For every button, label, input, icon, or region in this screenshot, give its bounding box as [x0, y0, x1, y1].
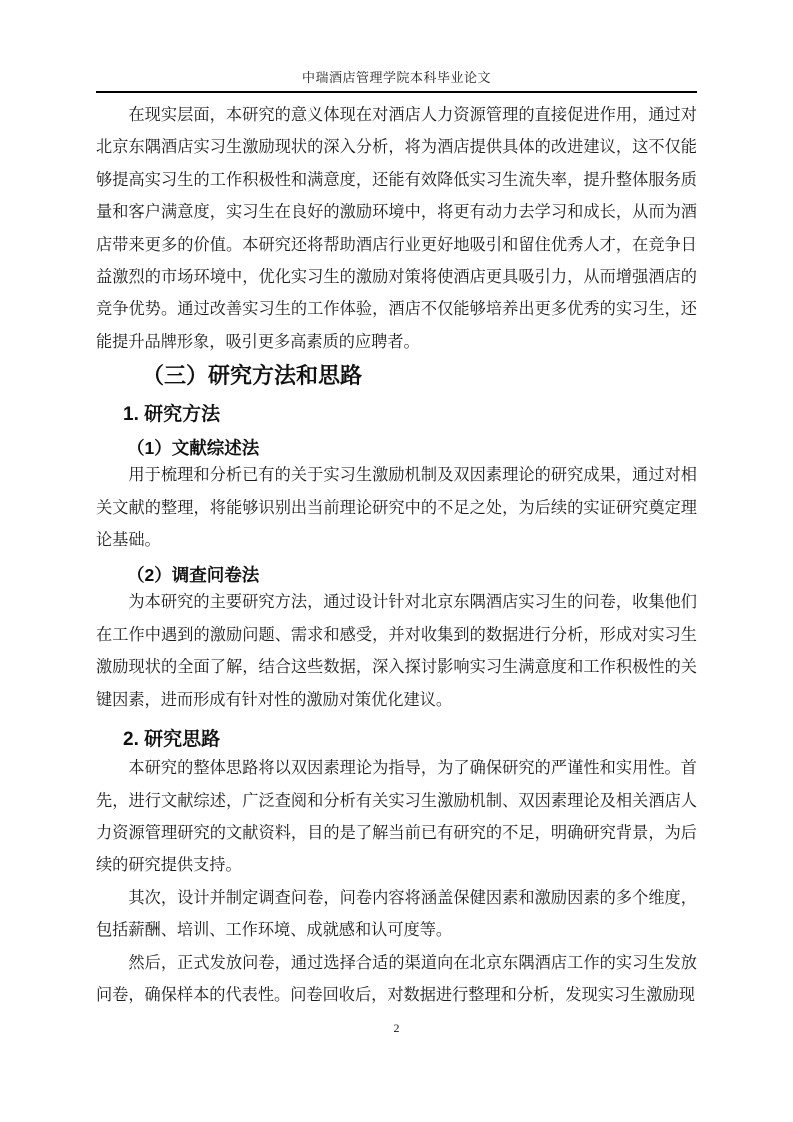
approach-paragraph-1: 本研究的整体思路将以双因素理论为指导，为了确保研究的严谨性和实用性。首先，进行文献综述，广泛查阅和分析有关实习生激励机制、双因素理论及相关酒店人力资源管理研究的文献资料，目的是了解当前已有研究的不足，明确研究背景，为后续的研究提供支持。 — [96, 759, 697, 875]
intro-paragraph: 在现实层面，本研究的意义体现在对酒店人力资源管理的直接促进作用，通过对北京东隅酒店实习生激励现状的深入分析，将为酒店提供具体的改进建议，这不仅能够提高实习生的工作积极性和满意度，还能有效降低实习生流失率，提升整体服务质量和客户满意度，实习生在良好的激励环境中，将更有动力去学习和成长，从而为酒店带来更多的价值。本研究还将帮助酒店行业更好地吸引和留住优秀人才，在竞争日益激烈的市场环境中，优化实习生的激励对策将使酒店更具吸引力，从而增强酒店的竞争优势。通过改善实习生的工作体验，酒店不仅能够培养出更多优秀的实习生，还能提升品牌形象，吸引更多高素质的应聘者。 — [96, 106, 697, 351]
item-heading-questionnaire: （2）调查问卷法 — [127, 565, 260, 586]
section-heading-research-methods: （三）研究方法和思路 — [142, 363, 363, 389]
approach-paragraph-2: 其次，设计并制定调查问卷，问卷内容将涵盖保健因素和激励因素的多个维度，包括薪酬、培训、工作环境、成就感和认可度等。 — [96, 888, 697, 940]
page-number: 2 — [393, 1021, 400, 1036]
header-title: 中瑞酒店管理学院本科毕业论文 — [301, 70, 491, 85]
questionnaire-paragraph: 为本研究的主要研究方法，通过设计针对北京东隅酒店实习生的问卷，收集他们在工作中遇到的激励问题、需求和感受，并对收集到的数据进行分析，形成对实习生激励现状的全面了解，结合这些数据，深入探讨影响实习生满意度和工作积极性的关键因素，进而形成有针对性的激励对策优化建议。 — [96, 593, 697, 709]
literature-review-paragraph: 用于梳理和分析已有的关于实习生激励机制及双因素理论的研究成果，通过对相关文献的整理，将能够识别出当前理论研究中的不足之处，为后续的实证研究奠定理论基础。 — [96, 466, 697, 550]
page-body — [96, 99, 697, 1011]
subheading-research-approach: 2. 研究思路 — [123, 729, 221, 751]
page-header — [96, 70, 697, 93]
approach-paragraph-3: 然后，正式发放问卷，通过选择合适的渠道向在北京东隅酒店工作的实习生发放问卷，确保样本的代表性。问卷回收后，对数据进行整理和分析，发现实习生激励现 — [96, 953, 697, 1004]
subheading-research-method: 1. 研究方法 — [123, 404, 221, 426]
page-footer — [96, 1021, 697, 1035]
item-heading-literature-review: （1）文献综述法 — [127, 438, 260, 459]
